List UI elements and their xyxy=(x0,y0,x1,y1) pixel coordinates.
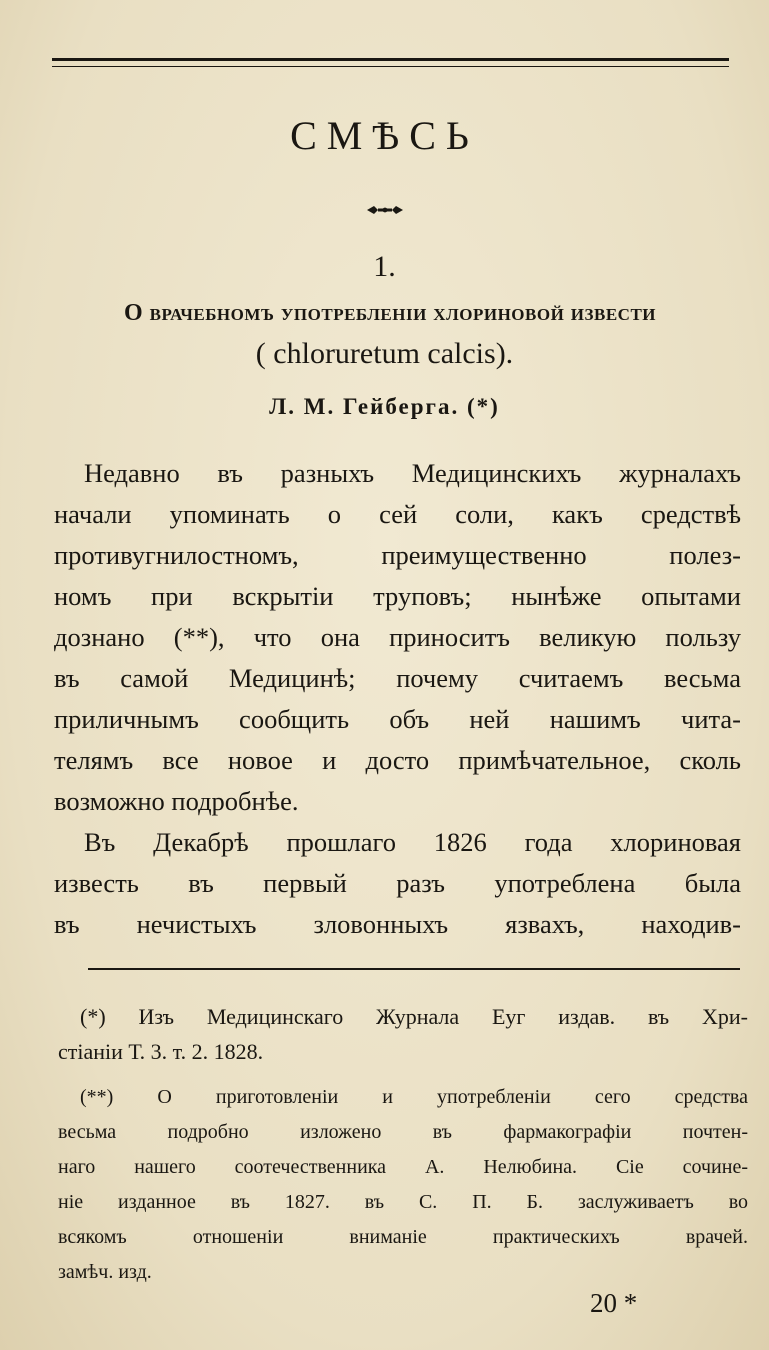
body-line: возможно подробнѣе. xyxy=(54,786,299,816)
article-author: Л. М. Гейберга. (*) xyxy=(269,394,500,419)
body-line: известь въ первый разъ употреблена была xyxy=(54,868,741,898)
footnote-line: весьма подробно изложено въ фармакографіи почтен- xyxy=(58,1121,748,1143)
body-line: начали упоминать о сей соли, какъ средствѣ xyxy=(54,499,741,529)
article-title: О врачебномъ употребленіи хлориновой извести xyxy=(123,300,657,326)
footnote-line: всякомъ отношеніи вниманіе практическихъ врачей. xyxy=(58,1226,748,1248)
footnote-line: наго нашего соотечественника А. Нелюбина. Сіе сочине- xyxy=(58,1156,748,1178)
body-line: въ самой Медицинѣ; почему считаемъ весьма xyxy=(54,663,741,693)
header-rule-thick xyxy=(52,58,729,61)
page-number: 20 * xyxy=(590,1288,638,1318)
footnote-rule xyxy=(88,968,740,970)
body-line: дознано (**), что она приноситъ великую пользу xyxy=(54,622,741,652)
body-line: Въ Декабрѣ прошлаго 1826 года хлориновая xyxy=(84,827,741,857)
footnote-line: (**) О приготовленіи и употребленіи сего средства xyxy=(80,1086,748,1108)
footnote-line: стіаніи Т. 3. т. 2. 1828. xyxy=(58,1039,264,1064)
body-line: противугнилостномъ, преимущественно полез- xyxy=(54,540,741,570)
header-rule-thin xyxy=(52,66,729,67)
footnote-line: (*) Изъ Медицинскаго Журнала Еуг издав. въ Хри- xyxy=(80,1004,748,1029)
body-line: телямъ все новое и досто примѣчательное, сколь xyxy=(54,745,741,775)
footnote-line: ніе изданное въ 1827. въ С. П. Б. заслуживаетъ во xyxy=(58,1191,748,1213)
body-line: въ нечистыхъ зловонныхъ язвахъ, находив- xyxy=(54,909,741,939)
section-heading: СМѢСЬ xyxy=(290,113,479,158)
article-subtitle: ( chloruretum calcis). xyxy=(255,337,514,370)
section-number: 1. xyxy=(373,250,396,283)
ornament-divider-icon xyxy=(366,204,404,216)
body-line: приличнымъ сообщить объ ней нашимъ чита- xyxy=(54,704,741,734)
body-line: номъ при вскрытіи труповъ; нынѣже опытами xyxy=(54,581,741,611)
footnote-line: замѣч. изд. xyxy=(58,1261,152,1283)
body-line: Недавно въ разныхъ Медицинскихъ журналахъ xyxy=(84,458,741,488)
